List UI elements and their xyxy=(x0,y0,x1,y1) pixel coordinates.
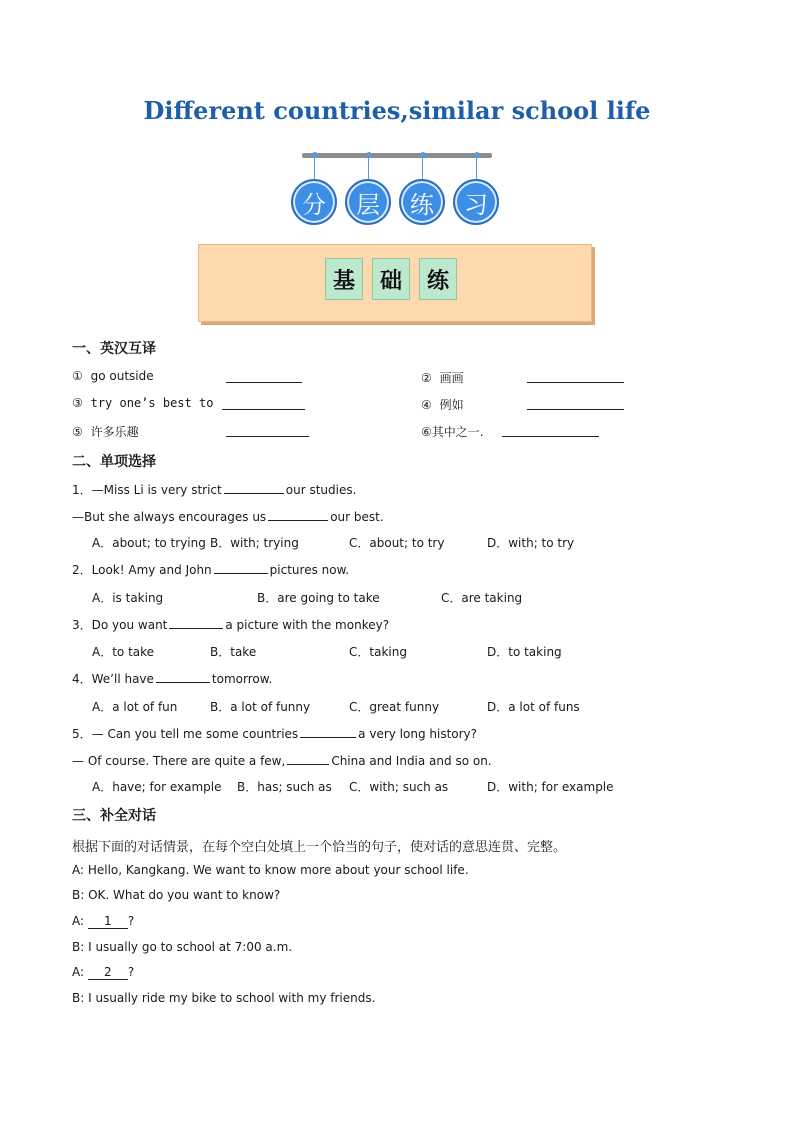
question-text: our studies. xyxy=(285,483,357,497)
dialogue-blank-2[interactable]: 2 xyxy=(88,965,128,980)
option[interactable]: B．take xyxy=(210,645,257,659)
answer-line[interactable] xyxy=(527,409,624,410)
option[interactable]: B．a lot of funny xyxy=(210,700,311,714)
option[interactable]: A．have; for example xyxy=(92,780,222,794)
item-number: ② xyxy=(421,371,432,385)
dialogue-line: B: OK. What do you want to know? xyxy=(72,888,281,902)
dialogue-blank-1[interactable]: 1 xyxy=(88,914,128,929)
layer-circle: 层 xyxy=(345,179,391,225)
option[interactable]: D．a lot of funs xyxy=(487,700,580,714)
layer-circle: 习 xyxy=(453,179,499,225)
question-text: pictures now. xyxy=(269,563,350,577)
translate-item xyxy=(421,369,464,386)
question-blank[interactable] xyxy=(169,616,223,629)
question-text: a picture with the monkey? xyxy=(225,618,390,632)
question-text: China and India and so on. xyxy=(331,754,492,768)
banner-char: 基 xyxy=(325,258,363,300)
item-text: 其中之一. xyxy=(431,425,484,439)
option[interactable]: D．with; for example xyxy=(487,780,614,794)
question-line xyxy=(72,561,349,578)
item-text: go outside xyxy=(90,369,154,383)
question-blank[interactable] xyxy=(287,752,329,765)
option[interactable]: C．are taking xyxy=(441,591,523,605)
item-number: ① xyxy=(72,369,83,383)
speaker-label: A: xyxy=(72,965,85,979)
dialogue-line: A: Hello, Kangkang. We want to know more about your school life. xyxy=(72,863,469,877)
option[interactable]: C．great funny xyxy=(349,700,440,714)
option[interactable]: A．about; to trying xyxy=(92,536,206,550)
question-blank[interactable] xyxy=(268,508,328,521)
item-number: ③ xyxy=(72,396,83,410)
question-text: a very long history? xyxy=(358,727,478,741)
option[interactable]: B．has; such as xyxy=(237,780,332,794)
dialogue-line: B: I usually go to school at 7:00 a.m. xyxy=(72,940,293,954)
option[interactable]: A．is taking xyxy=(92,591,164,605)
question-blank[interactable] xyxy=(224,481,284,494)
item-number: ④ xyxy=(421,398,432,412)
translate-item xyxy=(421,396,464,413)
answer-line[interactable] xyxy=(527,382,624,383)
banner-char: 础 xyxy=(372,258,410,300)
option[interactable]: D．with; to try xyxy=(487,536,575,550)
question-blank[interactable] xyxy=(156,670,210,683)
item-text: 画画 xyxy=(439,371,464,385)
question-line xyxy=(72,670,272,687)
instruction-text: 根据下面的对话情景，在每个空白处填上一个恰当的句子，使对话的意思连贯、完整。 xyxy=(72,840,567,855)
hanger-dot xyxy=(366,152,372,158)
hanger-string xyxy=(422,155,423,179)
question-line xyxy=(72,508,384,524)
dialogue-blank-line xyxy=(72,914,134,929)
question-blank[interactable] xyxy=(300,725,356,738)
question-text: —But she always encourages us xyxy=(72,510,267,524)
layer-circle: 分 xyxy=(291,179,337,225)
dialogue-blank-line xyxy=(72,965,134,980)
question-line xyxy=(72,752,492,768)
item-text: 许多乐趣 xyxy=(90,425,139,439)
translate-item xyxy=(421,423,484,440)
question-text: our best. xyxy=(330,510,384,524)
layer-circle: 练 xyxy=(399,179,445,225)
option[interactable]: A．a lot of fun xyxy=(92,700,178,714)
item-number: ⑤ xyxy=(72,425,83,439)
section-heading: 三、补全对话 xyxy=(72,808,156,824)
option[interactable]: B．are going to take xyxy=(257,591,380,605)
banner-char: 练 xyxy=(419,258,457,300)
item-text: try one’s best to xyxy=(90,396,214,410)
hanger-dot xyxy=(420,152,426,158)
question-text: tomorrow. xyxy=(211,672,273,686)
page-title: Different countries,similar school life xyxy=(143,96,651,125)
question-text: 4．We’ll have xyxy=(72,672,154,686)
answer-line[interactable] xyxy=(222,409,305,410)
hanger-dot xyxy=(474,152,480,158)
question-text: 3．Do you want xyxy=(72,618,168,632)
question-mark: ? xyxy=(127,965,135,979)
item-text: 例如 xyxy=(439,398,464,412)
question-text: 5．— Can you tell me some countries xyxy=(72,727,299,741)
answer-line[interactable] xyxy=(226,382,302,383)
question-blank[interactable] xyxy=(214,561,268,574)
option[interactable]: B．with; trying xyxy=(210,536,299,550)
option[interactable]: D．to taking xyxy=(487,645,562,659)
option[interactable]: C．taking xyxy=(349,645,407,659)
question-line xyxy=(72,481,356,498)
hanger-string xyxy=(314,155,315,179)
question-text: 1．—Miss Li is very strict xyxy=(72,483,222,497)
hanger-dot xyxy=(312,152,318,158)
question-line xyxy=(72,725,477,742)
question-text: — Of course. There are quite a few, xyxy=(72,754,286,768)
item-number: ⑥ xyxy=(421,425,432,439)
hanger-bar xyxy=(302,153,492,158)
question-line xyxy=(72,616,389,633)
option[interactable]: A．to take xyxy=(92,645,155,659)
speaker-label: A: xyxy=(72,914,85,928)
section-heading: 二、单项选择 xyxy=(72,454,156,470)
hanger-string xyxy=(368,155,369,179)
question-text: 2．Look! Amy and John xyxy=(72,563,212,577)
option[interactable]: C．about; to try xyxy=(349,536,445,550)
answer-line[interactable] xyxy=(502,436,599,437)
section-heading: 一、英汉互译 xyxy=(72,341,156,357)
hanger-string xyxy=(476,155,477,179)
translate-item xyxy=(72,369,154,383)
dialogue-line: B: I usually ride my bike to school with my friends. xyxy=(72,991,376,1005)
translate-item xyxy=(72,423,139,440)
question-mark: ? xyxy=(127,914,135,928)
answer-line[interactable] xyxy=(226,436,309,437)
translate-item xyxy=(72,396,213,410)
option[interactable]: C．with; such as xyxy=(349,780,449,794)
